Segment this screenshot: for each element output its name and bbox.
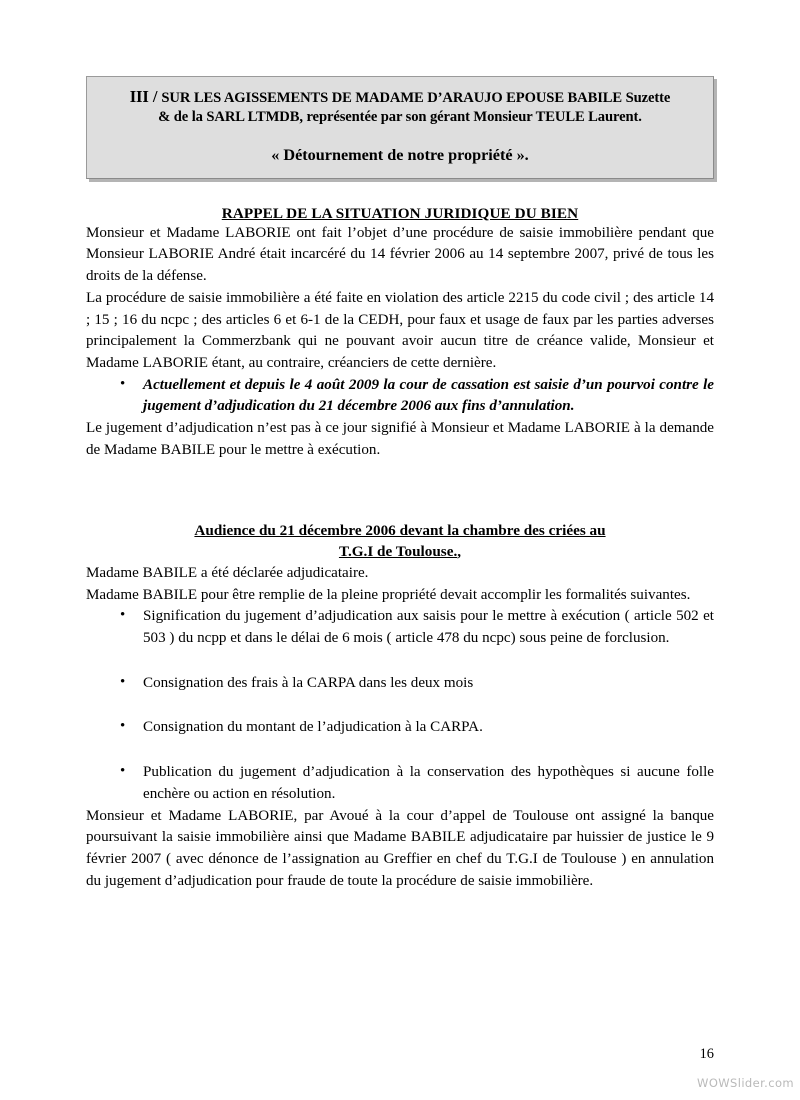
formalities-list — [86, 606, 714, 805]
list-item: • Actuellement et depuis le 4 août 2009 la cour de cassation est saisie d’un pourvoi contre le jugement d’adjudication du 21 décembre 2006 aux fins d’annulation. — [86, 375, 714, 418]
list-item: • Publication du jugement d’adjudication à la conservation des hypothèques si aucune folle enchère ou action en résolution. — [86, 762, 714, 805]
page-number: 16 — [699, 1046, 714, 1062]
paragraph-jugement-non-signifie: Le jugement d’adjudication n’est pas à ce jour signifié à Monsieur et Madame LABORIE à la demande de Madame BABILE pour le mettre à exécution. — [86, 420, 714, 458]
header-title-text: SUR LES AGISSEMENTS DE MADAME D’ARAUJO EPOUSE BABILE Suzette — [161, 90, 671, 106]
header-quote: « Détournement de notre propriété ». — [271, 145, 529, 164]
audience-heading-line-2: T.G.I de Toulouse. — [338, 543, 458, 561]
paragraph-assignation-annulation: Monsieur et Madame LABORIE, par Avoué à la cour d’appel de Toulouse ont assigné la banque poursuivant la saisie immobilière ainsi que Madame BABILE adjudicataire par huissier de justice le 9 février 2007 ( avec dénonce de l’assignation au Greffier en chef du T.G.I de Toulouse ) en annulation du jugement d’adjudication pour fraude de toute la procédure de saisie immobilière. — [86, 807, 714, 889]
document-content — [86, 0, 714, 893]
header-title-line-2: & de la SARL LTMDB, représentée par son gérant Monsieur TEULE Laurent. — [158, 109, 642, 126]
header-title-line-1 — [97, 86, 703, 108]
page-title — [86, 205, 714, 223]
paragraph-babile-adjudicataire: Madame BABILE a été déclarée adjudicataire. — [86, 564, 369, 581]
section-header-box — [86, 76, 714, 179]
paragraph-procedure-violation: La procédure de saisie immobilière a été faite en violation des article 2215 du code civil ; des article 14 ; 15 ; 16 du ncpc ; des articles 6 et 6-1 de la CEDH, pour faux et usage de faux par les parties adverses principalement la Commerzbank qui ne pouvant avoir aucun titre de créance valide, Monsieur et Madame LABORIE étant, au contraire, créanciers de cette dernière. — [86, 289, 714, 371]
paragraph-babile-formalites: Madame BABILE pour être remplie de la pleine propriété devait accomplir les formalités suivantes. — [86, 586, 691, 603]
header-roman-numeral: III / — [129, 87, 162, 106]
list-item: • Consignation du montant de l’adjudication à la CARPA. — [86, 717, 714, 739]
emphasis-bullet-list — [86, 375, 714, 418]
list-item: • Signification du jugement d’adjudication aux saisis pour le mettre à exécution ( article 502 et 503 ) du ncpp et dans le délai de 6 mois ( article 478 du ncpc) sous peine de forclusion. — [86, 606, 714, 649]
audience-heading-comma: , — [457, 543, 462, 561]
list-item: • Consignation des frais à la CARPA dans les deux mois — [86, 673, 714, 695]
paragraph-situation-intro: Monsieur et Madame LABORIE ont fait l’objet d’une procédure de saisie immobilière pendant que Monsieur LABORIE André était incarcéré du 14 février 2006 au 14 septembre 2007, privé de tous les droits de la défense. — [86, 224, 714, 285]
audience-heading-line-1: Audience du 21 décembre 2006 devant la chambre des criées au — [194, 521, 606, 539]
watermark: WOWSlider.com — [697, 1076, 794, 1090]
page-title-text: RAPPEL DE LA SITUATION JURIDIQUE DU BIEN — [221, 204, 579, 222]
audience-heading — [86, 520, 714, 563]
